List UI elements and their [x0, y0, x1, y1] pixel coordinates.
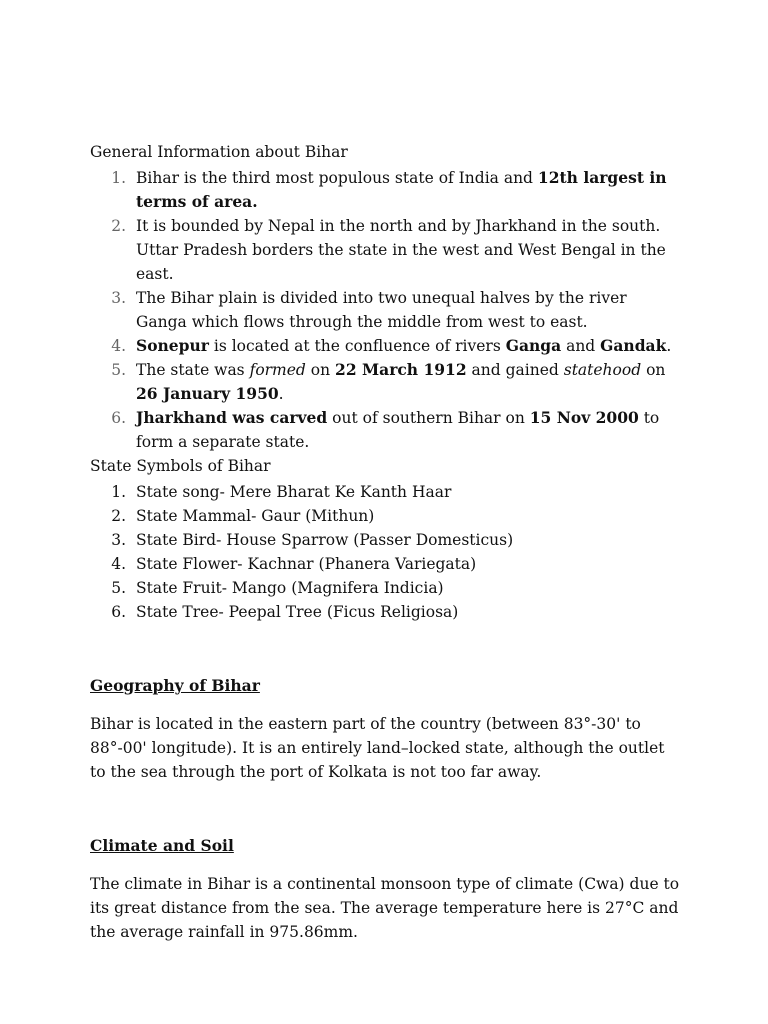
- list-item: [90, 286, 680, 334]
- geography-paragraph: Bihar is located in the eastern part of the country (between 83°-30' to 88°-00' longitude). It is an entirely land–locked state, although the outlet to the sea through the port of Kolkata is not too far away.: [90, 715, 665, 781]
- list-number: 2.: [111, 507, 126, 525]
- list-number: 2.: [111, 217, 126, 235]
- bold-text: Gandak: [600, 336, 667, 355]
- list-text: State Fruit- Mango (Magnifera Indicia): [136, 579, 444, 597]
- state-symbols-heading: State Symbols of Bihar: [90, 457, 271, 475]
- list-text: .: [666, 337, 672, 355]
- list-text: State Mammal- Gaur (Mithun): [136, 507, 375, 525]
- list-text: State Flower- Kachnar (Phanera Variegata): [136, 555, 477, 573]
- list-number: 5.: [111, 579, 126, 597]
- list-item: [90, 214, 680, 286]
- list-text: out of southern Bihar on: [327, 409, 530, 427]
- list-text: State song- Mere Bharat Ke Kanth Haar: [136, 483, 452, 501]
- bold-text: 22 March 1912: [335, 360, 467, 379]
- general-info-heading: General Information about Bihar: [90, 143, 348, 161]
- list-item: [90, 406, 680, 454]
- list-text: on: [305, 361, 336, 379]
- bold-text: Jharkhand was carved: [136, 408, 328, 427]
- list-text: is located at the confluence of rivers: [208, 337, 506, 355]
- climate-heading: Climate and Soil: [90, 836, 234, 855]
- list-number: 3.: [111, 531, 126, 549]
- general-info-list: [90, 166, 680, 454]
- list-number: 1.: [111, 483, 126, 501]
- list-text: The Bihar plain is divided into two unequal halves by the river Ganga which flows through the middle from west to east.: [136, 289, 627, 331]
- climate-paragraph: The climate in Bihar is a continental monsoon type of climate (Cwa) due to its great distance from the sea. The average temperature here is 27°C and the average rainfall in 975.86mm.: [90, 875, 680, 941]
- list-text: on: [641, 361, 666, 379]
- list-item: [90, 166, 680, 214]
- state-symbols-list: [90, 480, 680, 624]
- list-item: [90, 480, 680, 504]
- bold-text: Ganga: [505, 336, 562, 355]
- bold-text: 15 Nov 2000: [529, 408, 639, 427]
- list-number: 6.: [111, 603, 126, 621]
- list-text: and gained: [466, 361, 564, 379]
- italic-text: formed: [249, 361, 306, 379]
- list-text: to form a separate state.: [136, 409, 660, 451]
- list-text: Bihar is the third most populous state of India and: [136, 169, 538, 187]
- list-number: 3.: [111, 289, 126, 307]
- bold-text: 26 January 1950: [136, 384, 279, 403]
- list-item: [90, 528, 680, 552]
- list-item: [90, 334, 680, 358]
- list-text: and: [561, 337, 601, 355]
- list-text: State Tree- Peepal Tree (Ficus Religiosa): [136, 603, 459, 621]
- list-number: 4.: [111, 337, 126, 355]
- bold-text: Sonepur: [136, 336, 209, 355]
- list-number: 4.: [111, 555, 126, 573]
- list-number: 1.: [111, 169, 126, 187]
- list-number: 6.: [111, 409, 126, 427]
- list-item: [90, 504, 680, 528]
- italic-text: statehood: [563, 361, 642, 379]
- list-item: [90, 358, 680, 406]
- list-item: [90, 576, 680, 600]
- list-number: 5.: [111, 361, 126, 379]
- geography-heading: Geography of Bihar: [90, 676, 260, 695]
- list-item: [90, 552, 680, 576]
- list-item: [90, 600, 680, 624]
- bold-text: 12th largest in terms of area.: [136, 168, 667, 211]
- list-text: .: [278, 385, 284, 403]
- list-text: It is bounded by Nepal in the north and by Jharkhand in the south. Uttar Pradesh borders the state in the west and West Bengal in the east.: [136, 217, 666, 283]
- document-page: [90, 140, 680, 944]
- list-text: State Bird- House Sparrow (Passer Domesticus): [136, 531, 514, 549]
- list-text: The state was: [136, 361, 250, 379]
